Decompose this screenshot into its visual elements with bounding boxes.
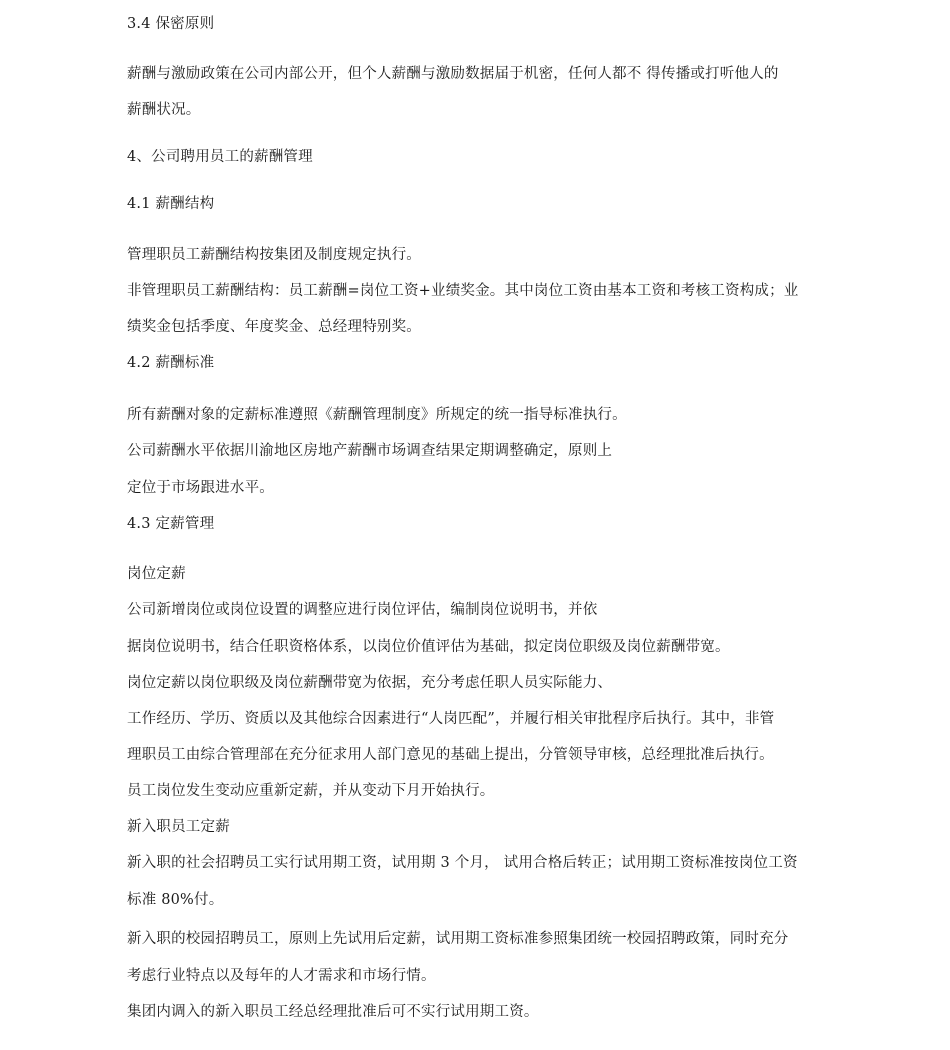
paragraph-line: 岗位定薪以岗位职级及岗位薪酬带宽为依据，充分考虑任职人员实际能力、 <box>127 675 613 691</box>
paragraph-line: 集团内调入的新入职员工经总经理批准后可不实行试用期工资。 <box>127 1004 539 1020</box>
subheading: 新入职员工定薪 <box>127 819 230 835</box>
paragraph-line: 理职员工由综合管理部在充分征求用人部门意见的基础上提出，分管领导审核，总经理批准后执行。 <box>127 747 774 763</box>
paragraph-line: 非管理职员工薪酬结构：员工薪酬=岗位工资+业绩奖金。其中岗位工资由基本工资和考核工资构成；业 <box>127 283 799 299</box>
paragraph-line: 薪酬与激励政策在公司内部公开，但个人薪酬与激励数据届于机密，任何人都不 得传播或打听他人的 <box>127 66 779 82</box>
heading-4-1: 4.1 薪酬结构 <box>127 196 215 212</box>
heading-4-2: 4.2 薪酬标准 <box>127 355 215 371</box>
paragraph-line: 定位于市场跟进水平。 <box>127 480 274 496</box>
subheading: 岗位定薪 <box>127 566 186 582</box>
paragraph-line: 新入职的社会招聘员工实行试用期工资，试用期 3 个月， 试用合格后转正；试用期工资标准按岗位工资 <box>127 855 798 871</box>
paragraph-line: 据岗位说明书，结合任职资格体系，以岗位价值评估为基础，拟定岗位职级及岗位薪酬带宽。 <box>127 639 730 655</box>
paragraph-line: 公司新增岗位或岗位设置的调整应进行岗位评估，编制岗位说明书，并依 <box>127 602 598 618</box>
paragraph-line: 考虑行业特点以及每年的人才需求和市场行情。 <box>127 968 436 984</box>
paragraph-line: 标准 80%付。 <box>127 892 224 908</box>
paragraph-line: 员工岗位发生变动应重新定薪，并从变动下月开始执行。 <box>127 783 495 799</box>
heading-3-4: 3.4 保密原则 <box>127 16 215 32</box>
paragraph-line: 工作经历、学历、资质以及其他综合因素进行“人岗匹配”，并履行相关审批程序后执行。其中，非管 <box>127 711 775 727</box>
paragraph-line: 所有薪酬对象的定薪标准遵照《薪酬管理制度》所规定的统一指导标准执行。 <box>127 407 627 423</box>
heading-4: 4、公司聘用员工的薪酬管理 <box>127 149 313 165</box>
paragraph-line: 新入职的校园招聘员工，原则上先试用后定薪，试用期工资标准参照集团统一校园招聘政策，同时充分 <box>127 931 789 947</box>
paragraph-line: 管理职员工薪酬结构按集团及制度规定执行。 <box>127 247 421 263</box>
paragraph-line: 薪酬状况。 <box>127 102 201 118</box>
heading-4-3: 4.3 定薪管理 <box>127 516 215 532</box>
paragraph-line: 公司薪酬水平依据川渝地区房地产薪酬市场调查结果定期调整确定，原则上 <box>127 443 613 459</box>
paragraph-line: 绩奖金包括季度、年度奖金、总经理特别奖。 <box>127 319 421 335</box>
